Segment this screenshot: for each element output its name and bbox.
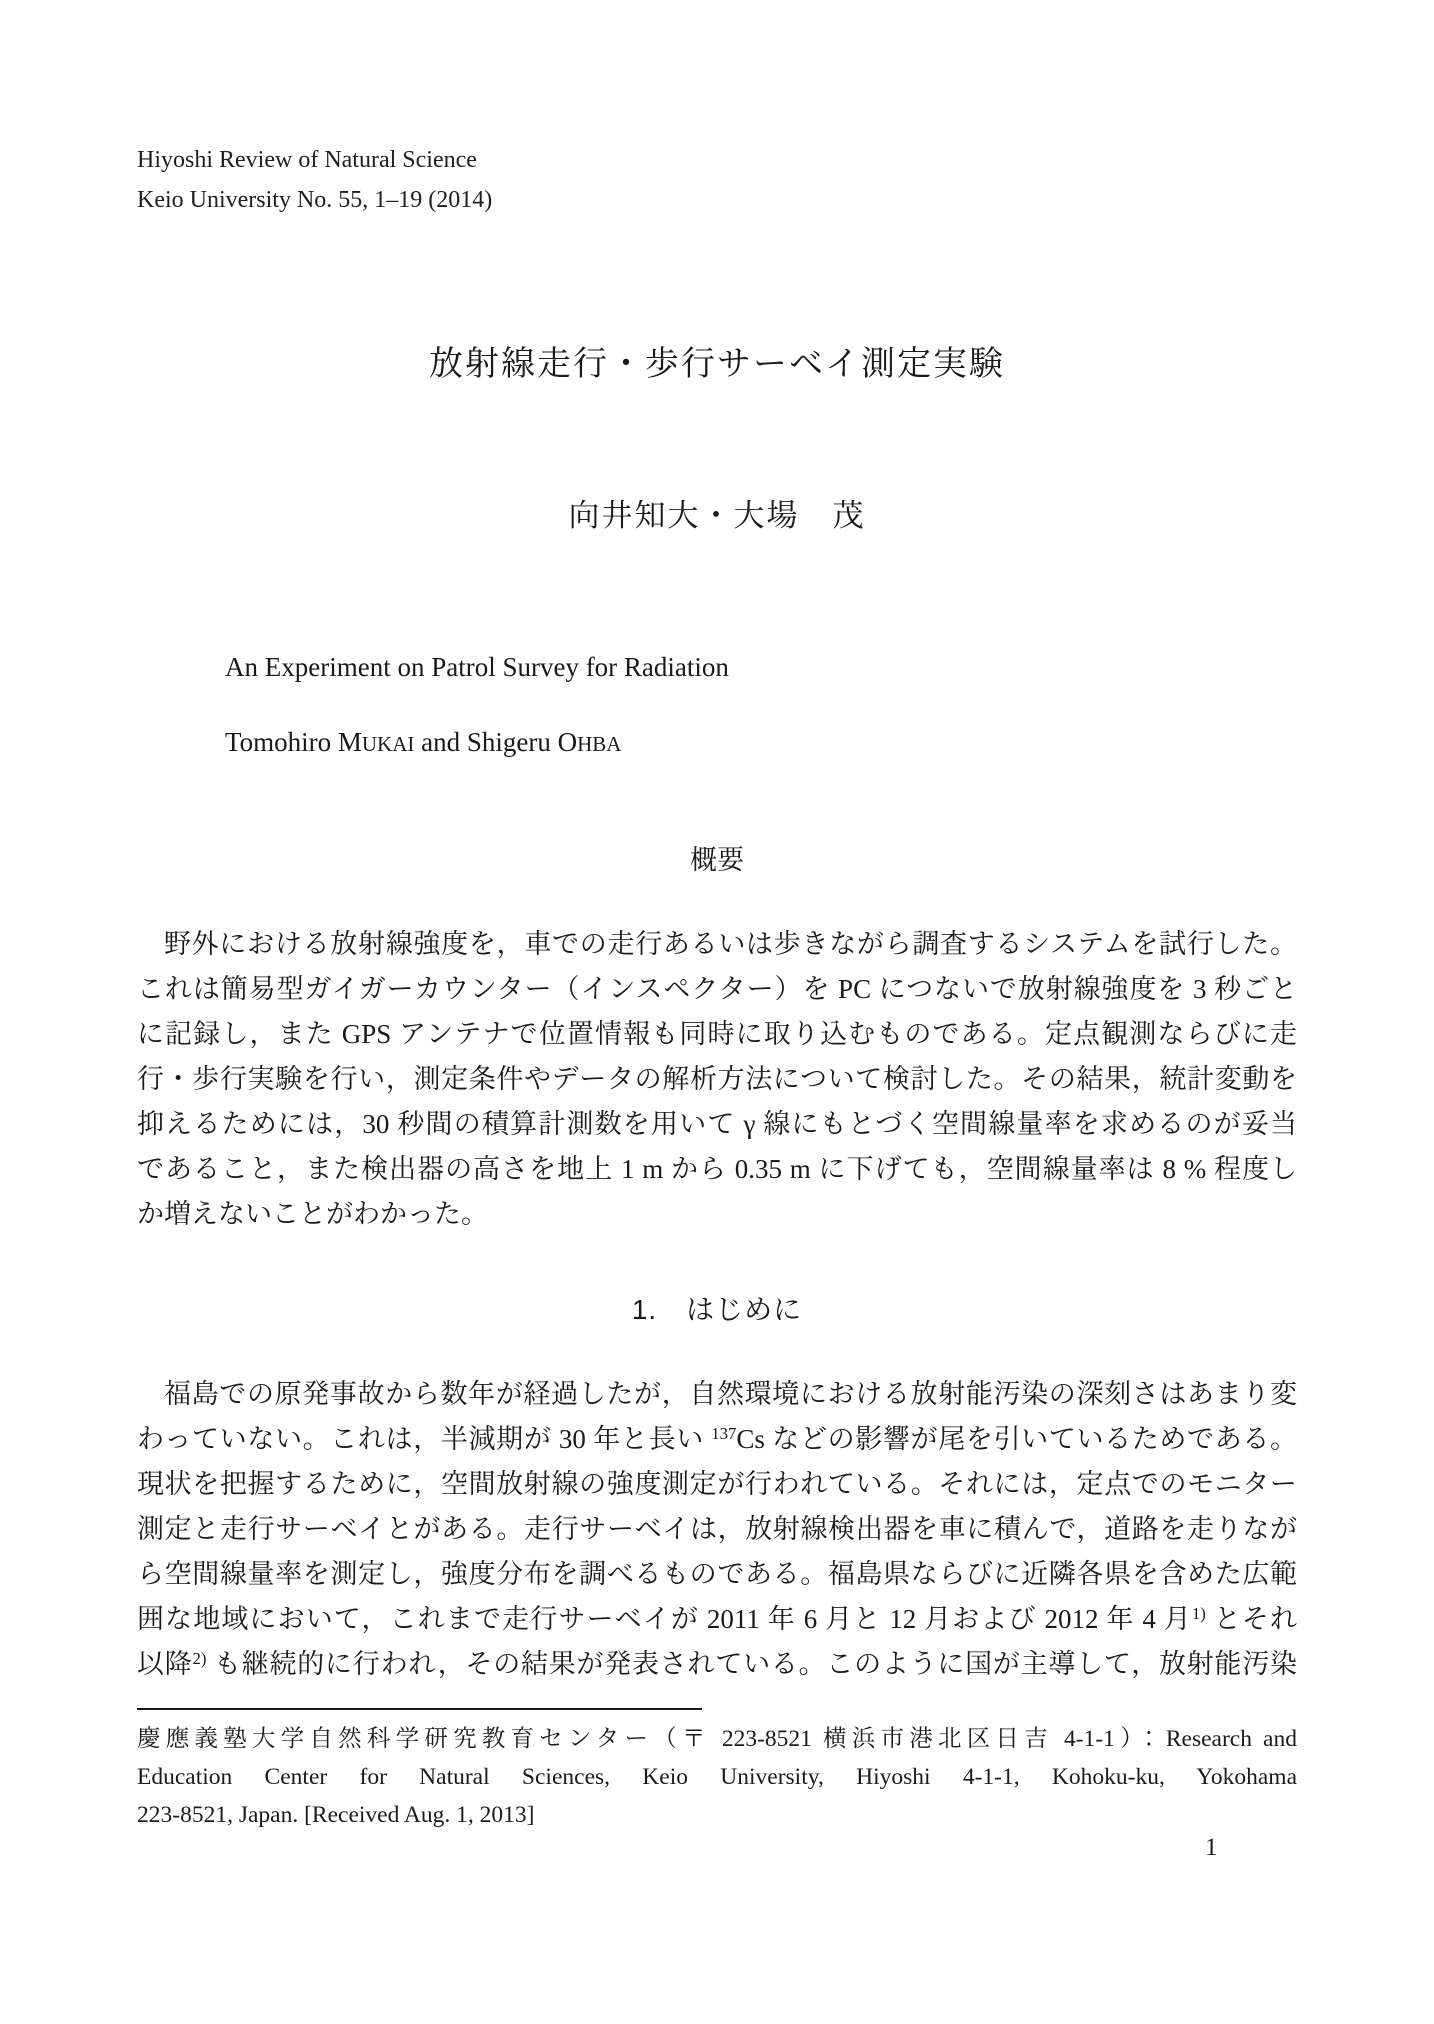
reference-mark: 1) bbox=[1191, 1603, 1206, 1623]
author-en-smallcaps: UKAI bbox=[361, 732, 415, 756]
abstract-paragraph bbox=[137, 922, 1297, 1237]
body-line: 現状を把握するために，空間放射線の強度測定が行われている。それには，定点でのモニター bbox=[137, 1469, 1297, 1499]
body-line: 測定と走行サーベイとがある。走行サーベイは，放射線検出器を車に積んで，道路を走りなが bbox=[137, 1514, 1297, 1544]
body-line bbox=[137, 1417, 1297, 1462]
paper-title-en: An Experiment on Patrol Survey for Radiation bbox=[225, 652, 729, 682]
abstract-line: であること，また検出器の高さを地上 1 m から 0.35 m に下げても，空間線量率は 8 % 程度し bbox=[137, 1154, 1297, 1184]
author-en-part: Tomohiro M bbox=[225, 727, 362, 757]
page-number: 1 bbox=[1205, 1834, 1218, 1861]
body-text: Cs などの影響が尾を引いているためである。 bbox=[736, 1424, 1298, 1454]
body-text: とそれ bbox=[1205, 1604, 1297, 1634]
abstract-line: 野外における放射線強度を，車での走行あるいは歩きながら調査するシステムを試行した。 bbox=[164, 929, 1297, 959]
body-text: も継続的に行われ，その結果が発表されている。このように国が主導して，放射能汚染 bbox=[206, 1649, 1298, 1679]
paper-title-ja: 放射線走行・歩行サーベイ測定実験 bbox=[429, 345, 1005, 383]
body-text: わっていない。これは，半減期が 30 年と長い bbox=[137, 1424, 712, 1454]
footnote bbox=[137, 1720, 1297, 1834]
footnote-line: Education Center for Natural Sciences, Keio University, Hiyoshi 4-1-1, Kohoku-ku, Yokohama bbox=[137, 1764, 1297, 1790]
body-line: 福島での原発事故から数年が経過したが，自然環境における放射能汚染の深刻さはあまり変 bbox=[164, 1379, 1297, 1409]
journal-header bbox=[137, 140, 492, 220]
author-en-smallcaps: HBA bbox=[577, 732, 622, 756]
abstract-line: 行・歩行実験を行い，測定条件やデータの解析方法について検討した。その結果，統計変動を bbox=[137, 1064, 1297, 1094]
reference-mark: 2) bbox=[192, 1648, 207, 1668]
author-en-part: and Shigeru O bbox=[414, 727, 578, 757]
authors-ja: 向井知大・大場 茂 bbox=[568, 498, 866, 533]
body-line bbox=[137, 1597, 1297, 1642]
isotope-superscript: 137 bbox=[711, 1423, 737, 1443]
section-1-paragraph bbox=[137, 1372, 1297, 1687]
body-line: ら空間線量率を測定し，強度分布を調べるものである。福島県ならびに近隣各県を含めた広範 bbox=[137, 1559, 1297, 1589]
body-text: 囲な地域において，これまで走行サーベイが 2011 年 6 月と 12 月および 2012 年 4 月 bbox=[137, 1604, 1192, 1634]
body-line bbox=[137, 1642, 1297, 1687]
abstract-heading: 概要 bbox=[690, 845, 744, 875]
abstract-line: か増えないことがわかった。 bbox=[137, 1199, 488, 1229]
section-1-heading: 1. はじめに bbox=[631, 1294, 803, 1325]
body-text: 以降 bbox=[137, 1649, 193, 1679]
authors-en bbox=[225, 727, 621, 758]
abstract-line: 抑えるためには，30 秒間の積算計測数を用いて γ 線にもとづく空間線量率を求めるのが妥当 bbox=[137, 1109, 1297, 1139]
journal-issue: Keio University No. 55, 1–19 (2014) bbox=[137, 187, 493, 213]
abstract-line: これは簡易型ガイガーカウンター（インスペクター）を PC につないで放射線強度を 3 秒ごと bbox=[137, 974, 1297, 1004]
footnote-line: 223-8521, Japan. [Received Aug. 1, 2013] bbox=[137, 1802, 535, 1828]
footnote-line: 慶應義塾大学自然科学研究教育センター（〒 223-8521 横浜市港北区日吉 4-1-1）：Research and bbox=[137, 1726, 1297, 1752]
abstract-line: に記録し，また GPS アンテナで位置情報も同時に取り込むものである。定点観測ならびに走 bbox=[137, 1019, 1297, 1049]
footnote-divider bbox=[137, 1708, 702, 1710]
journal-name: Hiyoshi Review of Natural Science bbox=[137, 147, 477, 173]
